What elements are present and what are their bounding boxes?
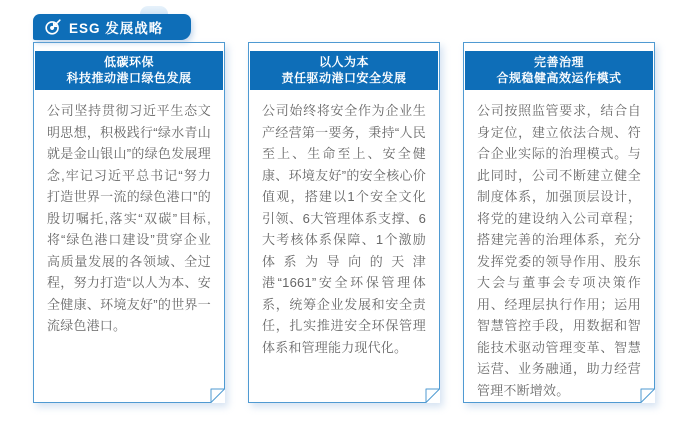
section-tab xyxy=(33,14,191,40)
card-title xyxy=(465,51,653,90)
target-dart-icon xyxy=(44,18,62,36)
card-title-line2: 合规稳健高效运作模式 xyxy=(496,71,622,85)
section-title: ESG 发展战略 xyxy=(69,21,164,36)
card-title-line1: 以人为本 xyxy=(318,55,369,69)
card-title xyxy=(35,51,223,90)
card-body-text: 公司按照监管要求，结合自身定位，建立依法合规、符合企业实际的治理模式。与此同时，公司不断建立健全制度体系，加强顶层设计，将党的建设纳入公司章程；搭建完善的治理体系，充分发挥党委的领导作用、股东大会与董事会专项决策作用、经理层执行作用；运用智慧管控手段，用数据和智能技术驱动管理变革、智慧运营、业务融通，助力经营管理不断增效。 xyxy=(477,103,641,398)
page-fold-icon xyxy=(420,383,440,403)
card-title xyxy=(250,51,438,90)
card-title-line2: 责任驱动港口安全发展 xyxy=(281,71,407,85)
section-header-ribbon xyxy=(33,6,201,42)
strategy-card-environment xyxy=(33,42,225,403)
page-fold-icon xyxy=(205,383,225,403)
card-title-line1: 低碳环保 xyxy=(103,55,154,69)
card-title-line1: 完善治理 xyxy=(533,55,584,69)
card-body-text: 公司坚持贯彻习近平生态文明思想，积极践行“绿水青山就是金山银山”的绿色发展理念,牢记习近平总书记“努力打造世界一流的绿色港口”的殷切嘱托,落实“双碳”目标,将“绿色港口建设”贯穿企业高质量发展的各领域、全过程，努力打造“以人为本、安全健康、环境友好”的世界一流绿色港口。 xyxy=(47,103,211,333)
strategy-card-safety xyxy=(248,42,440,403)
card-title-line2: 科技推动港口绿色发展 xyxy=(66,71,192,85)
strategy-cards-row xyxy=(33,42,655,403)
card-body-text: 公司始终将安全作为企业生产经营第一要务，秉持“人民至上、生命至上、安全健康、环境友好”的安全核心价值观，搭建以1个安全文化引领、6大管理体系支撑、6大考核体系保障、1个激励体系为导向的天津港“1661”安全环保管理体系，统筹企业发展和安全责任，扎实推进安全环保管理体系和管理能力现代化。 xyxy=(262,103,426,355)
strategy-card-governance xyxy=(463,42,655,403)
page-fold-icon xyxy=(635,383,655,403)
